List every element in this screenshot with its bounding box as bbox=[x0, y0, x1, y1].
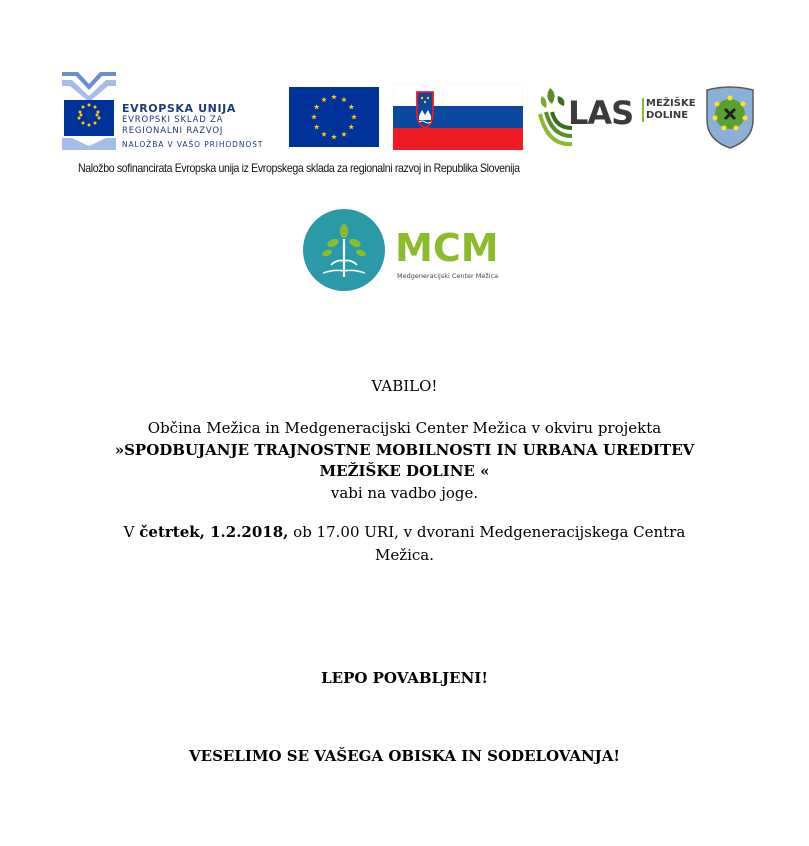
invitation-intro: Občina Mežica in Medgeneracijski Center Mežica v okviru projekta bbox=[147, 419, 662, 437]
invitation-heading: VABILO! bbox=[371, 377, 438, 395]
event-place-end: Mežica. bbox=[374, 546, 435, 564]
las-logo bbox=[538, 84, 698, 152]
mcm-subtitle: Medgeneracijski Center Mežica bbox=[397, 272, 499, 280]
mcm-tree-icon bbox=[303, 209, 385, 291]
greeting: LEPO POVABLJENI! bbox=[321, 669, 488, 687]
mcm-brand: MCM bbox=[395, 226, 499, 270]
eu-subtitle-1: EVROPSKI SKLAD ZA bbox=[122, 115, 224, 125]
event-prefix: V bbox=[123, 523, 140, 541]
invitation-purpose: vabi na vadbo joge. bbox=[330, 484, 479, 502]
las-subtitle-1: MEŽIŠKE bbox=[646, 98, 696, 109]
project-title-line-1: »SPODBUJANJE TRAJNOSTNE MOBILNOSTI IN URBANA UREDITEV bbox=[114, 441, 695, 459]
event-time-place: ob 17.00 URI, v dvorani Medgeneracijskega Centra bbox=[288, 523, 686, 541]
event-datetime bbox=[0, 523, 809, 541]
project-title-line-2: MEŽIŠKE DOLINE « bbox=[319, 462, 490, 480]
eu-tagline: NALOŽBA V VAŠO PRIHODNOST bbox=[122, 140, 264, 149]
closing-line: VESELIMO SE VAŠEGA OBISKA IN SODELOVANJA! bbox=[189, 747, 620, 765]
eu-erdf-logo bbox=[62, 72, 282, 152]
las-subtitle bbox=[646, 98, 696, 122]
eu-title: EVROPSKA UNIJA bbox=[122, 102, 236, 115]
erdf-mark-icon bbox=[62, 72, 116, 150]
eu-flag-icon bbox=[289, 87, 379, 147]
cofinancing-statement: Naložbo sofinancirata Evropska unija iz Evropskega sklada za regionalni razvoj in Republika Slovenija bbox=[78, 161, 520, 175]
event-date: četrtek, 1.2.2018, bbox=[139, 523, 289, 541]
las-brand: LAS bbox=[568, 94, 634, 132]
eu-subtitle-2: REGIONALNI RAZVOJ bbox=[122, 126, 224, 136]
las-subtitle-2: DOLINE bbox=[646, 110, 689, 121]
slovenia-flag-icon bbox=[393, 84, 523, 150]
las-divider bbox=[642, 98, 645, 122]
mezica-crest-icon bbox=[704, 84, 756, 150]
